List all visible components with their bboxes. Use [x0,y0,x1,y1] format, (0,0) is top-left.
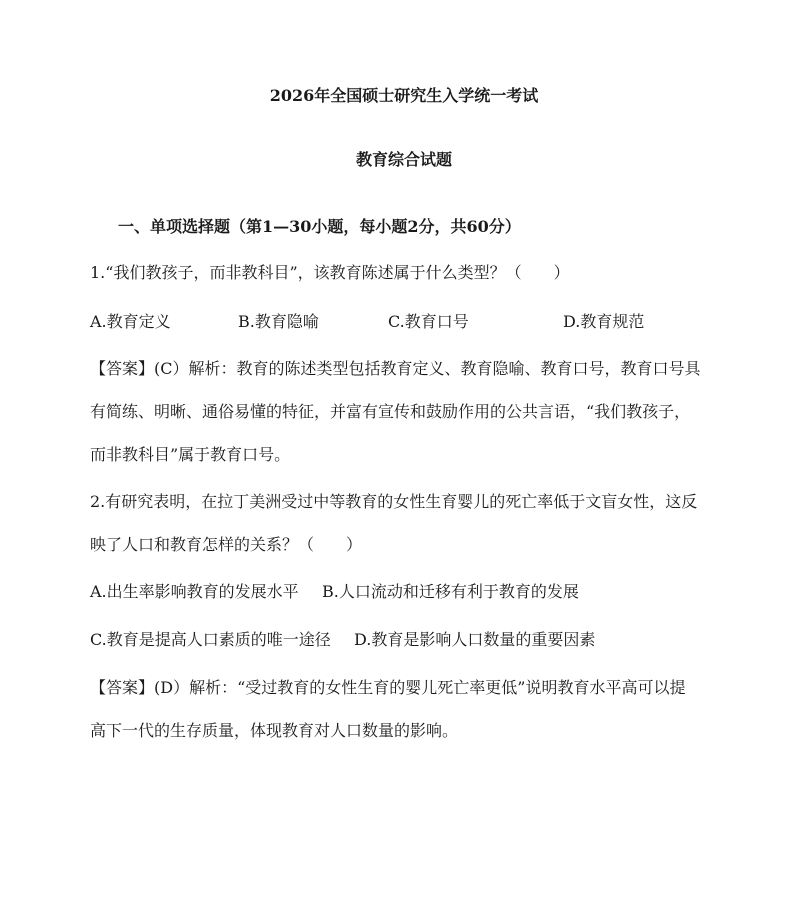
option-a: A.教育定义 [90,312,171,331]
answer-tag: 【答案】 [90,359,155,378]
option-b: B.人口流动和迁移有利于教育的发展 [322,582,579,601]
option-b: B.教育隐喻 [238,312,319,331]
answer-text: (C）解析：教育的陈述类型包括教育定义、教育隐喻、教育口号，教育口号具 [154,359,701,378]
answer-text: (D）解析：“受过教育的女性生育的婴儿死亡率更低”说明教育水平高可以提 [154,678,686,697]
option-c: C.教育口号 [388,312,469,331]
option-d: D.教育是影响人口数量的重要因素 [354,630,596,649]
section-heading: 一、单项选择题（第1—30小题，每小题2分，共60分） [118,217,521,236]
question-stem: 映了人口和教育怎样的关系？（ ） [90,535,363,554]
answer-line [90,678,685,698]
option-d: D.教育规范 [563,312,645,331]
option-c: C.教育是提高人口素质的唯一途径 [90,630,331,649]
question-stem: 2.有研究表明，在拉丁美洲受过中等教育的女性生育婴儿的死亡率低于文盲女性，这反 [90,492,698,511]
answer-tag: 【答案】 [90,678,155,697]
subject-title: 教育综合试题 [355,150,452,169]
question-stem: 1.“我们教孩子，而非教科目”，该教育陈述属于什么类型？（ ） [90,263,570,282]
answer-line: 而非教科目”属于教育口号。 [90,445,291,464]
answer-line [90,359,701,379]
exam-title: 2026年全国硕士研究生入学统一考试 [269,86,539,105]
answer-line: 高下一代的生存质量，体现教育对人口数量的影响。 [90,721,459,740]
option-a: A.出生率影响教育的发展水平 [90,582,299,601]
answer-line: 有简练、明晰、通俗易懂的特征，并富有宣传和鼓励作用的公共言语，“我们教孩子， [90,402,691,421]
